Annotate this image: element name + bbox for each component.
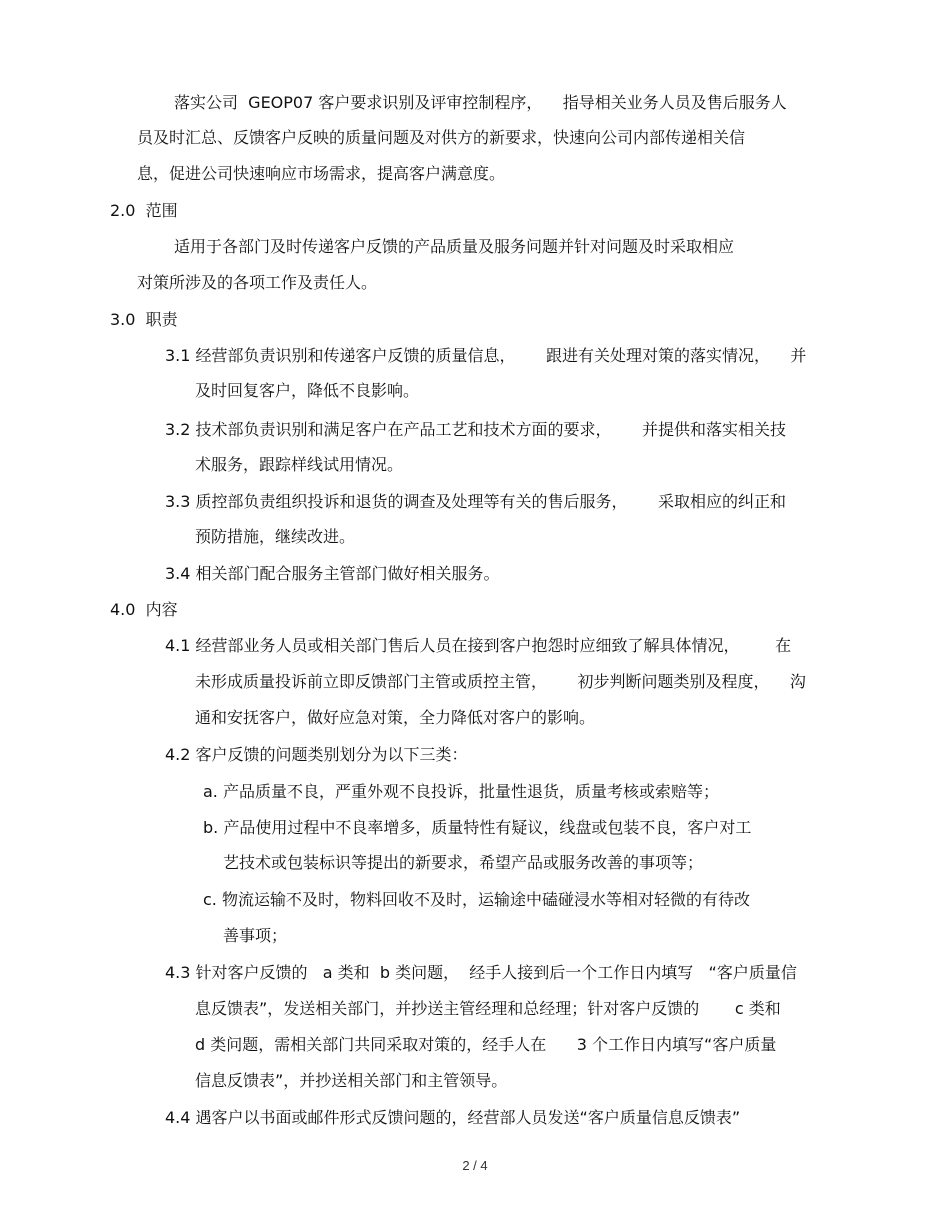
content-4-3-line-1: 4.3 针对客户反馈的 a 类和 b 类问题， 经手人接到后一个工作日内填写 “客户质量信 xyxy=(165,963,797,982)
content-4-4-line-1: 4.4 遇客户以书面或邮件形式反馈问题的，经营部人员发送“客户质量信息反馈表” xyxy=(165,1108,741,1127)
category-c-line-1: c. 物流运输不及时，物料回收不及时，运输途中磕碰浸水等相对轻微的有待改 xyxy=(203,890,750,909)
duty-3-1-line-1: 3.1 经营部负责识别和传递客户反馈的质量信息， 跟进有关处理对策的落实情况， 并 xyxy=(165,346,807,365)
content-4-3-line-4: 信息反馈表”，并抄送相关部门和主管领导。 xyxy=(195,1071,508,1090)
intro-line-2: 员及时汇总、反馈客户反映的质量问题及对供方的新要求，快速向公司内部传递相关信 xyxy=(137,128,746,147)
section-duties-heading: 3.0 职责 xyxy=(110,310,178,329)
category-b-line-1: b. 产品使用过程中不良率增多，质量特性有疑议，线盘或包装不良，客户对工 xyxy=(203,818,752,837)
duty-3-3-line-2: 预防措施，继续改进。 xyxy=(195,527,356,546)
content-4-1-line-2: 未形成质量投诉前立即反馈部门主管或质控主管， 初步判断问题类别及程度， 沟 xyxy=(195,672,806,691)
category-c-line-2: 善事项； xyxy=(223,926,288,945)
scope-line-1: 适用于各部门及时传递客户反馈的产品质量及服务问题并针对问题及时采取相应 xyxy=(174,237,735,256)
category-b-line-2: 艺技术或包装标识等提出的新要求，希望产品或服务改善的事项等； xyxy=(223,853,704,872)
content-4-1-line-3: 通和安抚客户，做好应急对策，全力降低对客户的影响。 xyxy=(195,708,596,727)
content-4-1-line-1: 4.1 经营部业务人员或相关部门售后人员在接到客户抱怨时应细致了解具体情况， 在 xyxy=(165,636,792,655)
intro-line-3: 息，促进公司快速响应市场需求，提高客户满意度。 xyxy=(137,164,506,183)
duty-3-1-line-2: 及时回复客户，降低不良影响。 xyxy=(195,381,420,400)
content-4-3-line-2: 息反馈表”，发送相关部门，并抄送主管经理和总经理；针对客户反馈的 c 类和 xyxy=(195,999,781,1018)
duty-3-3-line-1: 3.3 质控部负责组织投诉和退货的调查及处理等有关的售后服务， 采取相应的纠正和 xyxy=(165,492,787,511)
scope-line-2: 对策所涉及的各项工作及责任人。 xyxy=(137,273,378,292)
section-content-heading: 4.0 内容 xyxy=(110,600,178,619)
intro-line-1: 落实公司 GEOP07 客户要求识别及评审控制程序， 指导相关业务人员及售后服务人 xyxy=(174,93,787,112)
category-a-line-1: a. 产品质量不良，严重外观不良投诉，批量性退货，质量考核或索赔等； xyxy=(203,782,719,801)
duty-3-2-line-1: 3.2 技术部负责识别和满足客户在产品工艺和技术方面的要求， 并提供和落实相关技 xyxy=(165,420,787,439)
section-scope-heading: 2.0 范围 xyxy=(110,201,178,220)
duty-3-4-line-1: 3.4 相关部门配合服务主管部门做好相关服务。 xyxy=(165,564,500,583)
duty-3-2-line-2: 术服务，跟踪样线试用情况。 xyxy=(195,455,404,474)
content-4-3-line-3: d 类问题，需相关部门共同采取对策的，经手人在 3 个工作日内填写“客户质量 xyxy=(195,1035,777,1054)
page-number: 2 / 4 xyxy=(462,1158,488,1173)
content-4-2-line-1: 4.2 客户反馈的问题类别划分为以下三类： xyxy=(165,745,468,764)
